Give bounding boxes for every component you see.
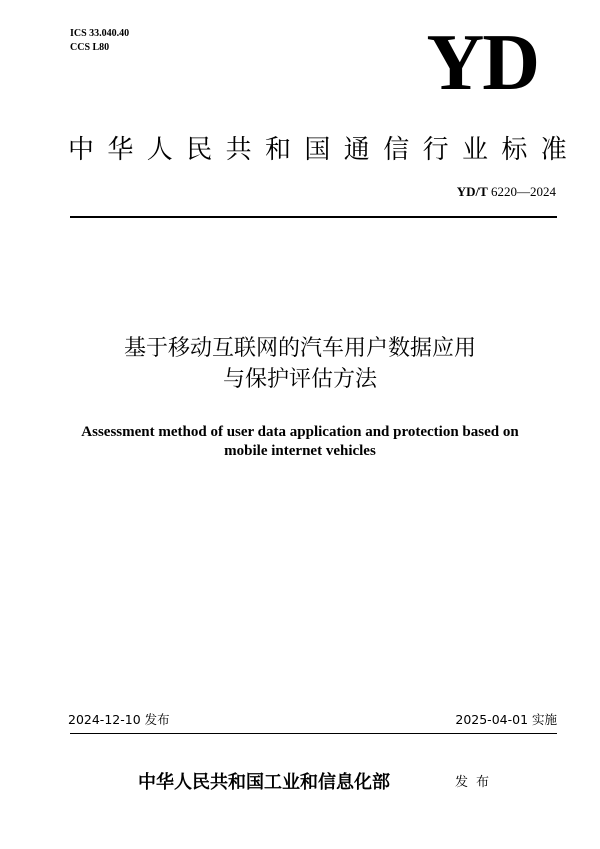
standard-number-value: 6220—2024 [491,184,556,199]
ccs-code: CCS L80 [70,42,110,53]
issuer-name: 中华人民共和国工业和信息化部 [138,772,390,793]
top-divider [70,216,557,218]
publish-date: 2024-12-10 发布 [68,712,170,727]
title-en-line1: Assessment method of user data application and protection based on [81,424,519,440]
industry-standard-title: 中华人民共和国通信行业标准 [68,135,581,165]
ics-code: ICS 33.040.40 [70,28,130,39]
title-cn-line1: 基于移动互联网的汽车用户数据应用 [123,336,476,361]
title-en-line2: mobile internet vehicles [224,443,376,459]
yd-logo: YD [426,19,538,107]
standard-code: YD/T [456,184,488,199]
implementation-date: 2025-04-01 实施 [455,712,557,727]
bottom-divider [70,733,557,734]
issuer-action: 发布 [455,775,498,790]
title-cn-line2: 与保护评估方法 [222,367,377,392]
classification-codes [70,27,129,55]
standard-number [400,184,556,200]
